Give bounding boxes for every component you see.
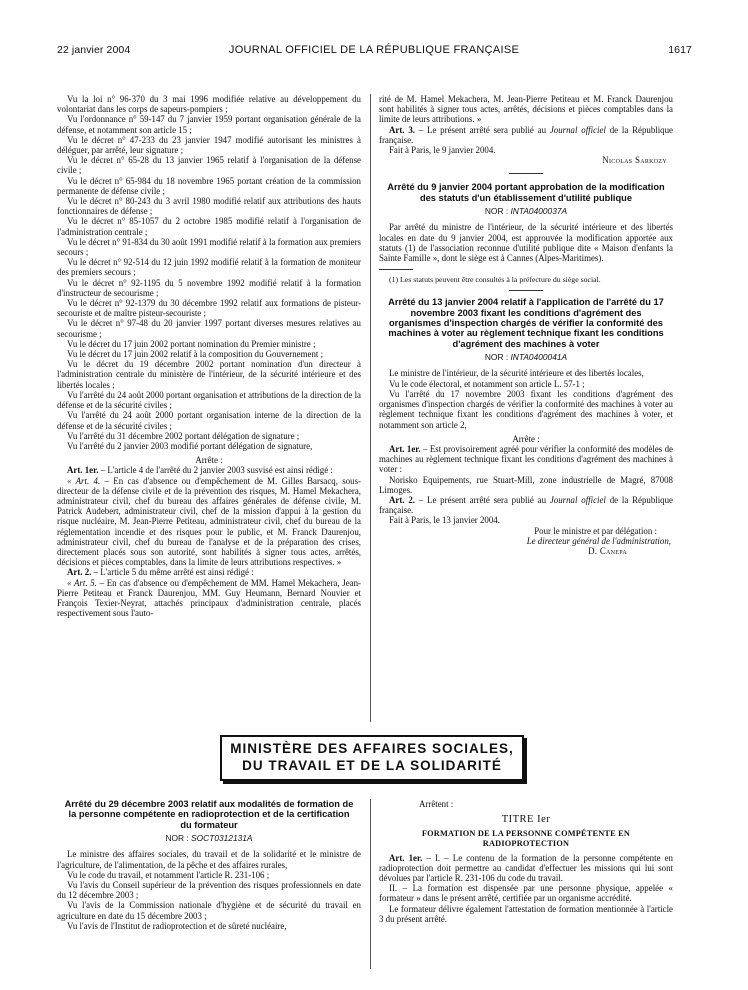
column-divider-bottom bbox=[370, 799, 371, 969]
article-paragraph: II. – La formation est dispensée par une personne physique, appelée « formateur » dans le présent arrêté, certifiée par un organisme accrédité. bbox=[379, 883, 673, 904]
article-3 bbox=[379, 125, 673, 145]
arrete-body: Par arrêté du ministre de l'intérieur, de la sécurité intérieure et des libertés locales en date du 9 janvier 2004, est approuvée la modification apportée aux statuts (1) de l'association reconnue d'utilité publique dite « Maison d'enfants la Sainte Famille », dont le siège est à Cannes (Alpes-Maritimes). bbox=[379, 222, 673, 264]
visa-paragraph: Vu le décret n° 85-1057 du 2 octobre 1985 modifié relatif à l'organisation de l'administration centrale ; bbox=[57, 216, 361, 237]
nor-prefix: NOR : bbox=[484, 352, 511, 363]
article-2 bbox=[57, 567, 361, 577]
separator bbox=[509, 290, 543, 291]
right-column-top bbox=[379, 94, 673, 556]
visa-paragraph: Vu l'avis du Conseil supérieur de la prévention des risques professionnels en date du 12 décembre 2003 ; bbox=[57, 880, 361, 901]
continuation-paragraph: rité de M. Hamel Mekachera, M. Jean-Pierre Petiteau et M. Franck Daurenjou sont habilités à signer tous actes, arrêtés, décisions et pièces comptables dans la limite de leurs attributions. » bbox=[379, 94, 673, 125]
fait-a-paris: Fait à Paris, le 13 janvier 2004. bbox=[389, 515, 500, 526]
delegation-line: Pour le ministre et par délégation : bbox=[534, 525, 657, 536]
nor-reference bbox=[57, 833, 361, 843]
preamble: Le ministre de l'intérieur, de la sécurité intérieure et des libertés locales, bbox=[389, 368, 644, 379]
visa-paragraph: Vu le décret n° 80-243 du 3 avril 1980 modifié relatif aux attributions des hauts fonctionnaires de défense ; bbox=[57, 196, 361, 217]
article-text: – En cas d'absence ou d'empêchement de M. Gilles Barsacq, sous-directeur de la défense civile et de la prévention des risques, M. Hamel Mekachera, administrateur civil, chef du bureau des affaires générales de défense civile, M. Patrick Audebert, administrateur civil, chef de la mission d'appui à la gestion du risque nucléaire, M. Jean-Pierre Petiteau, administrateur civil, chef du bureau de la réglementation incendie et des risques pour le public, et M. Franck Daurenjou, administrateur civil, chef du bureau de l'analyse et de la préparation des crises, directement placés sous son autorité, sont habilités à signer tous actes, arrêtés, décisions et pièces comptables, dans la limite de leurs attributions respectives. » bbox=[57, 475, 362, 568]
nor-prefix: NOR : bbox=[484, 206, 511, 217]
visa-paragraph: Vu la loi n° 96-370 du 3 mai 1996 modifiée relative au développement du volontariat dans les corps de sapeurs-pompiers ; bbox=[57, 94, 361, 115]
nor-code: INTA0400041A bbox=[510, 352, 568, 363]
arrete-heading: Arrête : bbox=[195, 455, 223, 466]
article-label: « Art. 5. bbox=[67, 577, 97, 588]
article-text: – Le présent arrêté sera publié au bbox=[414, 494, 550, 505]
journal-title: JOURNAL OFFICIEL DE LA RÉPUBLIQUE FRANÇAISE bbox=[228, 44, 520, 56]
arrete-heading: Arrête : bbox=[512, 433, 540, 444]
visa-paragraph: Vu le décret n° 91-834 du 30 août 1991 modifié relatif à la formation aux premiers secours ; bbox=[57, 236, 361, 258]
signature: Nicolas Sarkozy bbox=[602, 155, 667, 166]
separator bbox=[509, 173, 543, 174]
visa-paragraph: Vu l'arrêté du 31 décembre 2002 portant délégation de signature ; bbox=[67, 430, 300, 441]
left-column-top bbox=[57, 94, 361, 618]
article-text: de la République française. bbox=[379, 124, 673, 145]
article-1 bbox=[379, 853, 673, 884]
footnote: (1) Les statuts peuvent être consultés à la préfecture du siège social. bbox=[389, 275, 601, 285]
article-text: – I. – Le contenu de la formation de la personne compétente en radioprotection doit permettre au candidat d'effectuer les missions qui lui sont dévolues par l'article R. 231-106 du code du travail. bbox=[379, 852, 673, 883]
article-label: Art. 2. bbox=[67, 567, 92, 578]
preamble: Le ministre des affaires sociales, du travail et de la solidarité et le ministre de l'agriculture, de l'alimentation, de la pêche et des affaires rurales, bbox=[57, 849, 361, 870]
ministry-line-2: DU TRAVAIL ET DE LA SOLIDARITÉ bbox=[242, 758, 502, 773]
article-label: Art. 1er. bbox=[389, 443, 421, 454]
article-label: Art. 1er. bbox=[67, 465, 99, 476]
right-column-bottom bbox=[379, 799, 673, 924]
article-1 bbox=[379, 444, 673, 475]
article-paragraph: Le formateur délivre également l'attestation de formation mentionnée à l'article 3 du présent arrêté. bbox=[379, 903, 673, 924]
visa-paragraph: Vu le décret du 17 juin 2002 portant nomination du Premier ministre ; bbox=[67, 338, 316, 349]
article-text: – Le présent arrêté sera publié au bbox=[414, 124, 550, 135]
visa-paragraph: Vu l'arrêté du 17 novembre 2003 fixant les conditions d'agrément des organismes d'inspection chargés de vérifier la conformité des machines à voter au règlement technique fixant les conditions d'agrément des machines à voter, et notamment son article 2, bbox=[379, 388, 673, 430]
nor-code: INTA0400037A bbox=[510, 206, 568, 217]
article-text: de la République française. bbox=[379, 494, 673, 516]
arrete-title: Arrêté du 9 janvier 2004 portant approbation de la modification des statuts d'un établissement d'utilité publique bbox=[387, 182, 665, 203]
visa-paragraph: Vu le décret n° 65-28 du 13 janvier 1965 relatif à l'organisation de la défense civile ; bbox=[57, 155, 361, 176]
article-label: Art. 3. bbox=[389, 124, 415, 135]
signature: D. Canepa bbox=[588, 545, 627, 556]
fait-a-paris: Fait à Paris, le 9 janvier 2004. bbox=[389, 145, 496, 156]
arrete-title: Arrêté du 29 décembre 2003 relatif aux modalités de formation de la personne compétente en radioprotection et de la certification du formateur bbox=[64, 799, 354, 830]
article-label: Art. 2. bbox=[389, 494, 415, 505]
nor-prefix: NOR : bbox=[165, 833, 192, 844]
visa-paragraph: Vu le décret n° 65-984 du 18 novembre 1965 portant création de la commission permanente de défense civile ; bbox=[57, 175, 361, 196]
footnote-rule bbox=[379, 269, 413, 270]
nor-reference bbox=[379, 352, 673, 362]
ministry-banner bbox=[220, 735, 524, 781]
visa-paragraph: Vu le décret n° 92-1195 du 5 novembre 1992 modifié relatif à la formation d'instructeur de secourisme ; bbox=[57, 277, 361, 298]
left-column-bottom bbox=[57, 799, 361, 931]
visa-paragraph: Vu le décret du 19 décembre 2002 portant nomination d'un directeur à l'administration centrale du ministère de l'intérieur, de la sécurité intérieure et des libertés locales ; bbox=[57, 359, 361, 390]
visa-paragraph: Vu l'avis de l'Institut de radioprotection et de sûreté nucléaire, bbox=[67, 920, 287, 931]
page-date: 22 janvier 2004 bbox=[57, 44, 131, 56]
visa-paragraph: Vu l'avis de la Commission nationale d'hygiène et de sécurité du travail en agriculture en date du 15 décembre 2003 ; bbox=[57, 900, 361, 921]
organism-entry: Norisko Equipements, rue Stuart-Mill, zone industrielle de Magré, 87008 Limoges. bbox=[379, 474, 673, 495]
visa-paragraph: Vu l'arrêté du 2 janvier 2003 modifié portant délégation de signature, bbox=[67, 440, 313, 451]
visa-paragraph: Vu le décret n° 47-233 du 23 janvier 1947 modifié autorisant les ministres à déléguer, par arrêté, leur signature ; bbox=[57, 134, 361, 156]
ministry-line-1: MINISTÈRE DES AFFAIRES SOCIALES, bbox=[230, 741, 514, 756]
article-2 bbox=[379, 495, 673, 515]
visa-paragraph: Vu le décret n° 92-1379 du 30 décembre 1992 relatif aux formations de pisteur-secouriste et de maître pisteur-secouriste ; bbox=[57, 298, 361, 319]
column-divider-top bbox=[370, 94, 371, 722]
visa-paragraph: Vu l'ordonnance n° 59-147 du 7 janvier 1959 portant organisation générale de la défense, et notamment son article 15 ; bbox=[57, 114, 361, 135]
section-heading: FORMATION DE LA PERSONNE COMPÉTENTE EN RADIOPROTECTION bbox=[421, 829, 631, 848]
journal-officiel-ref: Journal officiel bbox=[549, 124, 606, 135]
article-4-quote bbox=[57, 476, 361, 568]
arrete-heading: Arrêtent : bbox=[419, 799, 454, 809]
arrete-title: Arrêté du 13 janvier 2004 relatif à l'application de l'arrêté du 17 novembre 2003 fixant les conditions d'agrément des organismes d'inspection chargés de vérifier la conformité des machines à voter au règlement technique fixant les conditions d'agrément des machines à voter bbox=[388, 297, 664, 349]
article-text: – Est provisoirement agréé pour vérifier la conformité des modèles de machines au règlement technique fixant les conditions d'agrément des machines à voter : bbox=[379, 443, 673, 475]
article-text: – En cas d'absence ou d'empêchement de MM. Hamel Mekachera, Jean-Pierre Petiteau et Franck Daurenjou, MM. Guy Heumann, Bernard Nouvier et François Texier-Neyrat, attachés principaux d'administration centrale, placés respectivement sous l'auto- bbox=[57, 577, 361, 619]
article-text: – L'article 4 de l'arrêté du 2 janvier 2003 susvisé est ainsi rédigé : bbox=[98, 465, 333, 476]
titre-heading: TITRE Ier bbox=[501, 814, 551, 826]
page-number: 1617 bbox=[668, 44, 692, 56]
visa-paragraph: Vu le décret n° 97-48 du 20 janvier 1997 portant diverses mesures relatives au secourisme ; bbox=[57, 318, 361, 339]
visa-paragraph: Vu le code du travail, et notamment l'article R. 231-106 ; bbox=[67, 869, 270, 880]
director-title: Le directeur général de l'administration, bbox=[526, 535, 671, 546]
visa-paragraph: Vu l'arrêté du 24 août 2000 portant organisation et attributions de la direction de la défense et de la sécurité civiles ; bbox=[57, 389, 361, 411]
nor-code: SOCT0312131A bbox=[191, 833, 253, 844]
visa-paragraph: Vu le décret du 17 juin 2002 relatif à la composition du Gouvernement ; bbox=[67, 349, 324, 360]
nor-reference bbox=[379, 206, 673, 216]
article-label: Art. 1er. bbox=[389, 852, 423, 863]
article-text: – L'article 5 du même arrêté est ainsi rédigé : bbox=[91, 567, 254, 578]
article-5-quote bbox=[57, 578, 361, 619]
visa-paragraph: Vu l'arrêté du 24 août 2000 portant organisation interne de la direction de la défense et de la sécurité civiles ; bbox=[57, 410, 361, 431]
article-1 bbox=[57, 465, 361, 475]
visa-paragraph: Vu le décret n° 92-514 du 12 juin 1992 modifié relatif à la formation de moniteur des premiers secours ; bbox=[57, 257, 361, 278]
visa-paragraph: Vu le code électoral, et notamment son article L. 57-1 ; bbox=[389, 378, 585, 389]
article-label: « Art. 4. bbox=[67, 475, 101, 486]
journal-officiel-ref: Journal officiel bbox=[549, 494, 606, 505]
